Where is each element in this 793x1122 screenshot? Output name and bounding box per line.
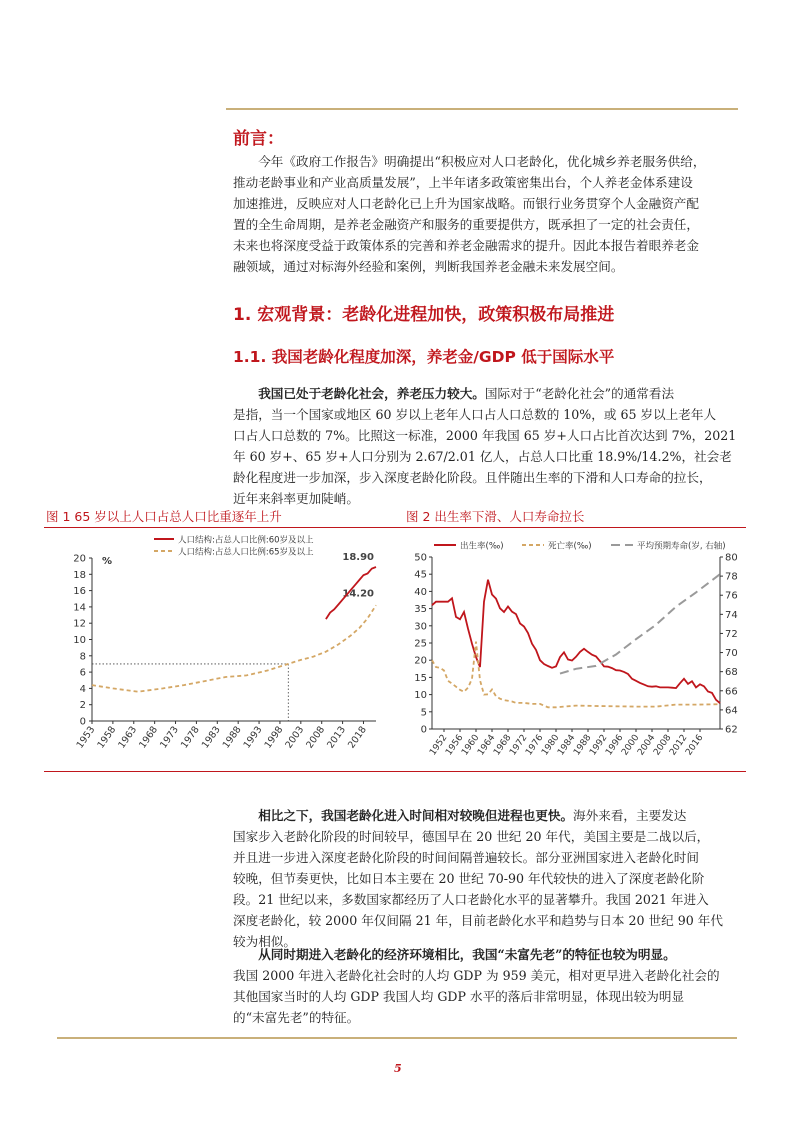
- x-tick-label: 1958: [95, 724, 119, 751]
- paragraph-line: 是指，当一个国家或地区 60 岁以上老年人口占人口总数的 10%，或 65 岁以上老年人: [233, 407, 717, 422]
- preface-line: 推动老龄事业和产业高质量发展”，上半年诸多政策密集出台，个人养老金体系建设: [233, 175, 693, 190]
- paragraph-lead: 我国已处于老龄化社会，养老压力较大。: [258, 386, 485, 401]
- series-line-birth-rate: [432, 580, 720, 704]
- y-tick-label: 0: [79, 716, 86, 728]
- legend-label: 出生率(‰): [460, 541, 504, 552]
- bottom-rule: [57, 1037, 737, 1039]
- paragraph-line: 海外来看，主要发达: [573, 808, 687, 823]
- paragraph-line: 龄化程度进一步加深，步入深度老龄化阶段。且伴随出生率的下滑和人口寿命的拉长，: [233, 470, 712, 485]
- x-tick-label: 1992: [588, 732, 610, 758]
- paragraph-line: 的“未富先老”的特征。: [233, 1010, 360, 1025]
- right-y-tick-label: 72: [725, 628, 738, 640]
- left-y-tick-label: 45: [414, 569, 427, 581]
- x-tick-label: 2018: [346, 724, 369, 751]
- paragraph-line: 口占人口总数的 7%。比照这一标准，2000 年我国 65 岁+人口占比首次达到 7%，2021: [233, 428, 737, 443]
- paragraph-line: 较为相似。: [233, 934, 296, 949]
- left-y-tick-label: 10: [414, 690, 427, 702]
- y-tick-label: 14: [73, 602, 86, 614]
- paragraph-line: 其他国家当时的人均 GDP 我国人均 GDP 水平的落后非常明显，体现出较为明显: [233, 989, 685, 1004]
- paragraph-line: 较晚，但节奏更快，比如日本主要在 20 世纪 70-90 年代较快的进入了深度老龄化阶: [233, 871, 705, 886]
- y-tick-label: 4: [79, 683, 86, 695]
- paragraph-lead: 从同时期进入老龄化的经济环境相比，我国“未富先老”的特征也较为明显。: [258, 947, 676, 962]
- x-tick-label: 1952: [428, 732, 450, 758]
- x-tick-label: 1993: [241, 724, 265, 751]
- x-tick-label: 2003: [283, 724, 307, 751]
- left-y-tick-label: 50: [414, 552, 427, 564]
- preface-line: 融领域，通过对标海外经验和案例，判断我国养老金融未来发展空间。: [233, 259, 624, 274]
- top-rule: [226, 108, 738, 110]
- series-line-life-expectancy: [560, 574, 720, 673]
- x-tick-label: 1988: [572, 732, 594, 758]
- preface-line: 置的全生命周期，是养老金融资产和服务的重要提供方，既承担了一定的社会责任，: [233, 217, 699, 232]
- legend-label: 人口结构:占总人口比例:60岁及以上: [178, 535, 314, 546]
- x-tick-label: 1968: [137, 724, 161, 751]
- x-tick-label: 1983: [199, 724, 223, 751]
- y-tick-label: 12: [73, 618, 86, 630]
- paragraph-aging-society: [233, 383, 755, 509]
- legend-label: 人口结构:占总人口比例:65岁及以上: [178, 547, 314, 558]
- x-tick-label: 2013: [325, 724, 349, 751]
- right-y-tick-label: 62: [725, 724, 738, 736]
- x-tick-label: 2012: [668, 732, 690, 758]
- y-tick-label: 6: [79, 667, 86, 679]
- x-tick-label: 1953: [74, 724, 98, 751]
- preface-line: 未来也将深度受益于政策体系的完善和养老金融需求的提升。因此本报告着眼养老金: [233, 238, 699, 253]
- paragraph-aging-before-rich: [233, 944, 755, 1028]
- right-y-tick-label: 80: [725, 552, 738, 564]
- x-tick-label: 1988: [220, 724, 244, 751]
- x-tick-label: 1960: [460, 732, 482, 758]
- x-tick-label: 1984: [556, 732, 578, 758]
- x-tick-label: 1956: [444, 732, 466, 758]
- x-tick-label: 1972: [508, 732, 530, 758]
- x-tick-label: 1996: [604, 732, 626, 758]
- x-tick-label: 1964: [476, 732, 498, 758]
- paragraph-line: 国际对于“老龄化社会”的通常看法: [484, 386, 675, 401]
- y-tick-label: 2: [79, 700, 86, 712]
- paragraph-line: 段。21 世纪以来，多数国家都经历了人口老龄化水平的显著攀升。我国 2021 年进入: [233, 892, 709, 907]
- preface-title: 前言：: [233, 129, 284, 149]
- figure-bottom-line: [44, 771, 746, 772]
- x-tick-label: 1973: [158, 724, 181, 751]
- chart-birth-death-life: [398, 530, 748, 770]
- legend-label: 平均预期寿命(岁, 右轴): [637, 541, 726, 552]
- y-axis-label: %: [102, 556, 113, 567]
- preface-line: 加速推进，反映应对人口老龄化已上升为国家战略。而银行业务贯穿个人金融资产配: [233, 196, 699, 211]
- left-y-tick-label: 25: [414, 638, 427, 650]
- paragraph-line: 我国 2000 年进入老龄化社会时的人均 GDP 为 959 美元，相对更早进入老龄化社会的: [233, 968, 720, 983]
- left-y-tick-label: 40: [414, 586, 427, 598]
- right-y-tick-label: 70: [725, 648, 738, 660]
- annotation-18-90: 18.90: [342, 551, 374, 563]
- series-line-65plus: [92, 605, 376, 691]
- paragraph-line: 近年来斜率更加陡峭。: [233, 491, 359, 506]
- x-tick-label: 1976: [524, 732, 546, 758]
- x-tick-label: 1980: [540, 732, 562, 758]
- right-y-tick-label: 66: [725, 686, 738, 698]
- y-tick-label: 16: [73, 586, 86, 598]
- left-y-tick-label: 30: [414, 621, 427, 633]
- preface-line: 今年《政府工作报告》明确提出“积极应对人口老龄化，优化城乡养老服务供给，: [258, 154, 706, 169]
- x-tick-label: 1968: [492, 732, 514, 758]
- figure-1-caption: 图 1 65 岁以上人口占总人口比重逐年上升: [46, 509, 282, 524]
- x-tick-label: 2008: [652, 732, 674, 758]
- x-tick-label: 2008: [304, 724, 328, 751]
- x-tick-label: 1963: [116, 724, 140, 751]
- right-y-tick-label: 76: [725, 590, 738, 602]
- left-y-tick-label: 0: [420, 724, 427, 736]
- section-1-title: 1. 宏观背景：老龄化进程加快，政策积极布局推进: [233, 305, 615, 325]
- page-number: 5: [394, 1062, 402, 1075]
- paragraph-line: 年 60 岁+、65 岁+人口分别为 2.67/2.01 亿人，占总人口比重 18.9%/14.2%，社会老: [233, 449, 732, 464]
- right-y-tick-label: 74: [725, 609, 738, 621]
- x-tick-label: 2004: [636, 732, 658, 758]
- preface-text: [233, 151, 755, 277]
- x-tick-label: 1998: [262, 724, 286, 751]
- annotation-14-20: 14.20: [342, 588, 374, 600]
- paragraph-aging-speed: [233, 805, 755, 952]
- left-y-tick-label: 20: [414, 655, 427, 667]
- paragraph-line: 并且进一步进入深度老龄化阶段的时间间隔普遍较长。部分亚洲国家进入老龄化时间: [233, 850, 699, 865]
- y-tick-label: 20: [73, 553, 86, 565]
- legend-label: 死亡率(‰): [548, 541, 592, 552]
- x-tick-label: 1978: [178, 724, 202, 751]
- left-y-tick-label: 5: [420, 707, 427, 719]
- y-tick-label: 10: [73, 635, 86, 646]
- y-tick-label: 8: [79, 651, 86, 663]
- figure-2-caption: 图 2 出生率下滑、人口寿命拉长: [406, 509, 585, 524]
- chart-65plus-ratio: [44, 530, 389, 770]
- paragraph-lead: 相比之下，我国老龄化进入时间相对较晚但进程也更快。: [258, 808, 574, 823]
- y-tick-label: 18: [73, 569, 86, 581]
- x-tick-label: 2016: [684, 732, 706, 758]
- section-1-1-title: 1.1. 我国老龄化程度加深，养老金/GDP 低于国际水平: [233, 348, 615, 366]
- right-y-tick-label: 68: [725, 667, 738, 679]
- paragraph-line: 国家步入老龄化阶段的时间较早，德国早在 20 世纪 20 年代，美国主要是二战以后，: [233, 829, 710, 844]
- paragraph-line: 深度老龄化，较 2000 年仅间隔 21 年，目前老龄化水平和趋势与日本 20 世纪 90 年代: [233, 913, 723, 928]
- x-tick-label: 2000: [620, 732, 642, 758]
- right-y-tick-label: 78: [725, 571, 738, 583]
- left-y-tick-label: 35: [414, 604, 427, 616]
- left-y-tick-label: 15: [414, 672, 427, 684]
- figure-top-line: [44, 527, 746, 528]
- right-y-tick-label: 64: [725, 705, 738, 717]
